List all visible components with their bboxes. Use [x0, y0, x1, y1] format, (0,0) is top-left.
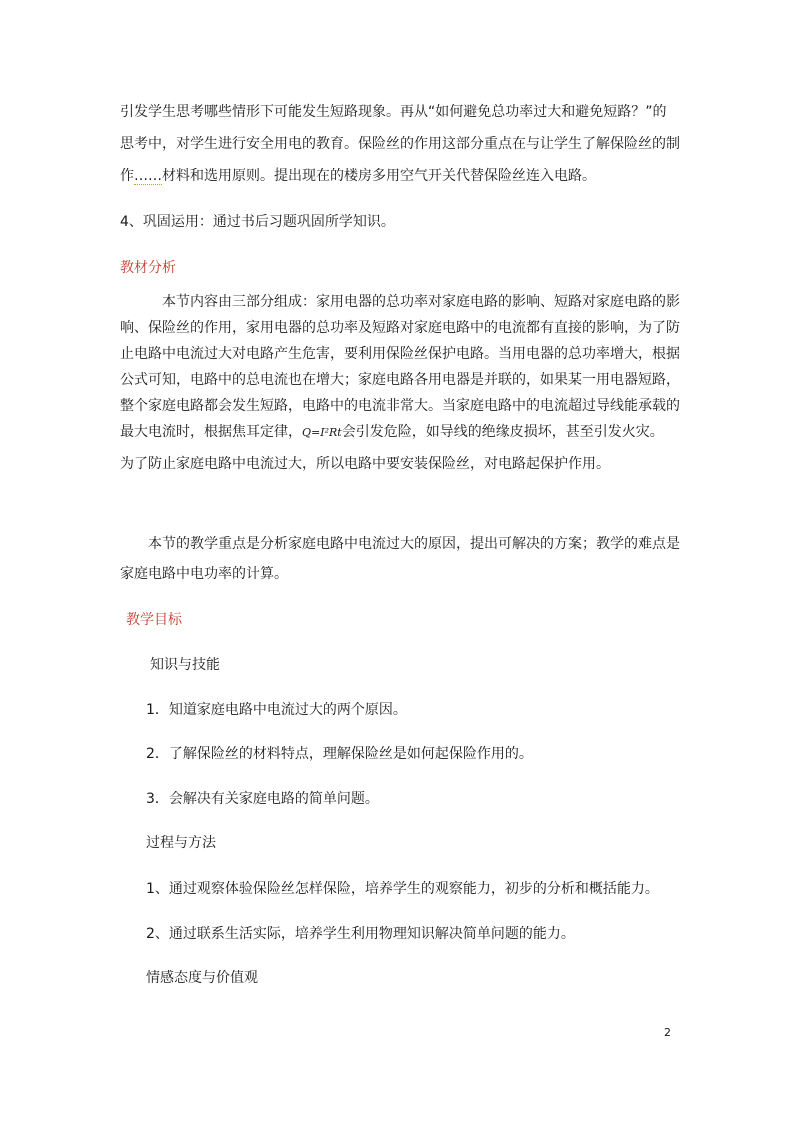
emotion-title: 情感态度与价值观 [146, 970, 258, 986]
analysis-line-1: 本节内容由三部分组成：家用电器的总功率对家庭电路的影响、短路对家庭电路的影 [162, 294, 680, 310]
knowledge-item-2: 2．了解保险丝的材料特点，理解保险丝是如何起保险作用的。 [146, 746, 533, 762]
analysis-line-7: 为了防止家庭电路中电流过大，所以电路中要安装保险丝，对电路起保护作用。 [120, 456, 610, 472]
goals-heading: 教学目标 [126, 612, 182, 628]
intro-line-1: 引发学生思考哪些情形下可能发生短路现象。再从“如何避免总功率过大和避免短路？”的 [120, 104, 667, 120]
step-4: 4、巩固运用：通过书后习题巩固所学知识。 [120, 214, 395, 230]
knowledge-item-1: 1．知道家庭电路中电流过大的两个原因。 [146, 702, 407, 718]
process-item-1: 1、通过观察体验保险丝怎样保险，培养学生的观察能力，初步的分析和概括能力。 [146, 881, 659, 897]
analysis-line-6 [120, 422, 664, 443]
analysis-line-6-start: 最大电流时，根据焦耳定律， [120, 424, 302, 440]
analysis-heading: 教材分析 [120, 260, 176, 276]
intro-line-3 [120, 166, 596, 186]
focus-line-2: 家庭电路中电功率的计算。 [120, 566, 288, 582]
analysis-line-6-end: 会引发危险，如导线的绝缘皮损坏，甚至引发火灾。 [341, 424, 664, 440]
intro-line-2: 思考中，对学生进行安全用电的教育。保险丝的作用这部分重点在与让学生了解保险丝的制 [120, 136, 680, 152]
ellipsis-mark: …… [134, 168, 162, 184]
joule-law-formula: Q=I²Rt [302, 426, 342, 439]
analysis-line-2: 响、保险丝的作用，家用电器的总功率及短路对家庭电路中的电流都有直接的影响，为了防 [120, 320, 680, 336]
intro-line-3-end: 材料和选用原则。提出现在的楼房多用空气开关代替保险丝连入电路。 [162, 168, 596, 184]
analysis-line-3: 止电路中电流过大对电路产生危害，要利用保险丝保护电路。当用电器的总功率增大，根据 [120, 346, 680, 362]
focus-line-1: 本节的教学重点是分析家庭电路中电流过大的原因，提出可解决的方案；教学的难点是 [148, 536, 680, 552]
process-item-2: 2、通过联系生活实际，培养学生利用物理知识解决简单问题的能力。 [146, 926, 575, 942]
process-title: 过程与方法 [146, 835, 216, 851]
analysis-line-4: 公式可知，电路中的总电流也在增大；家庭电路各用电器是并联的，如果某一用电器短路， [120, 372, 680, 388]
intro-line-3-start: 作 [120, 168, 134, 184]
analysis-line-5: 整个家庭电路都会发生短路，电路中的电流非常大。当家庭电路中的电流超过导线能承载的 [120, 398, 680, 414]
page-number: 2 [664, 1026, 671, 1039]
knowledge-item-3: 3．会解决有关家庭电路的简单问题。 [146, 791, 379, 807]
knowledge-title: 知识与技能 [150, 657, 220, 673]
